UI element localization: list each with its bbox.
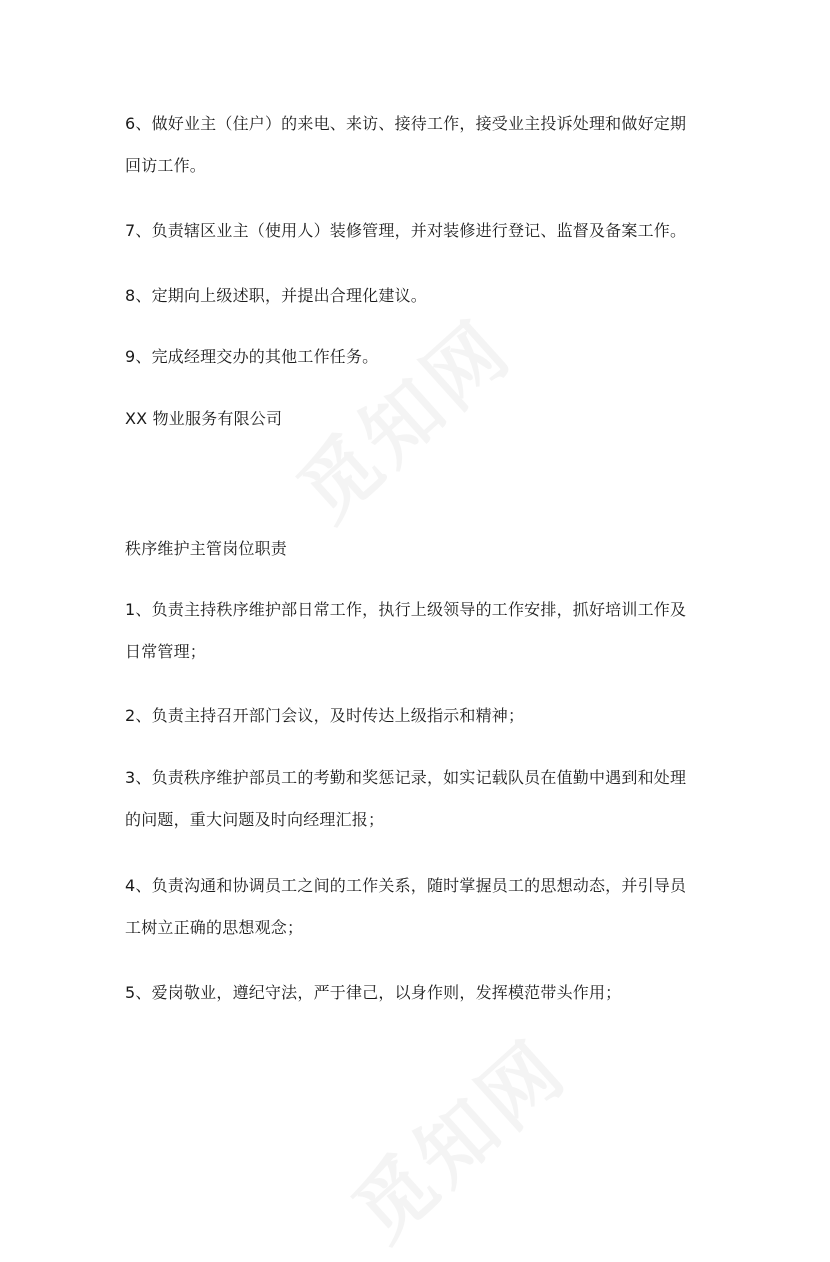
watermark: [270, 290, 532, 542]
section-item-3-line-2: 的问题，重大问题及时向经理汇报；: [125, 810, 385, 829]
section-item-4-line-2: 工树立正确的思想观念；: [125, 918, 304, 937]
section-item-1-line-2: 日常管理；: [125, 642, 207, 661]
company-name: XX 物业服务有限公司: [125, 409, 283, 428]
watermark: [325, 1010, 587, 1262]
paragraph-8: 8、定期向上级述职，并提出合理化建议。: [125, 286, 427, 305]
section-item-5: 5、爱岗敬业，遵纪守法，严于律己，以身作则，发挥模范带头作用；: [125, 983, 622, 1002]
section-title: 秩序维护主管岗位职责: [125, 539, 288, 558]
section-item-4-line-1: 4、负责沟通和协调员工之间的工作关系，随时掌握员工的思想动态，并引导员: [125, 876, 687, 895]
section-item-2: 2、负责主持召开部门会议，及时传达上级指示和精神；: [125, 706, 525, 725]
paragraph-9: 9、完成经理交办的其他工作任务。: [125, 347, 379, 366]
paragraph-6-line-1: 6、做好业主（住户）的来电、来访、接待工作，接受业主投诉处理和做好定期: [125, 114, 687, 133]
paragraph-7: 7、负责辖区业主（使用人）装修管理，并对装修进行登记、监督及备案工作。: [125, 221, 687, 240]
section-item-3-line-1: 3、负责秩序维护部员工的考勤和奖惩记录，如实记载队员在值勤中遇到和处理: [125, 768, 687, 787]
paragraph-6-line-2: 回访工作。: [125, 156, 207, 175]
section-item-1-line-1: 1、负责主持秩序维护部日常工作，执行上级领导的工作安排，抓好培训工作及: [125, 600, 687, 619]
